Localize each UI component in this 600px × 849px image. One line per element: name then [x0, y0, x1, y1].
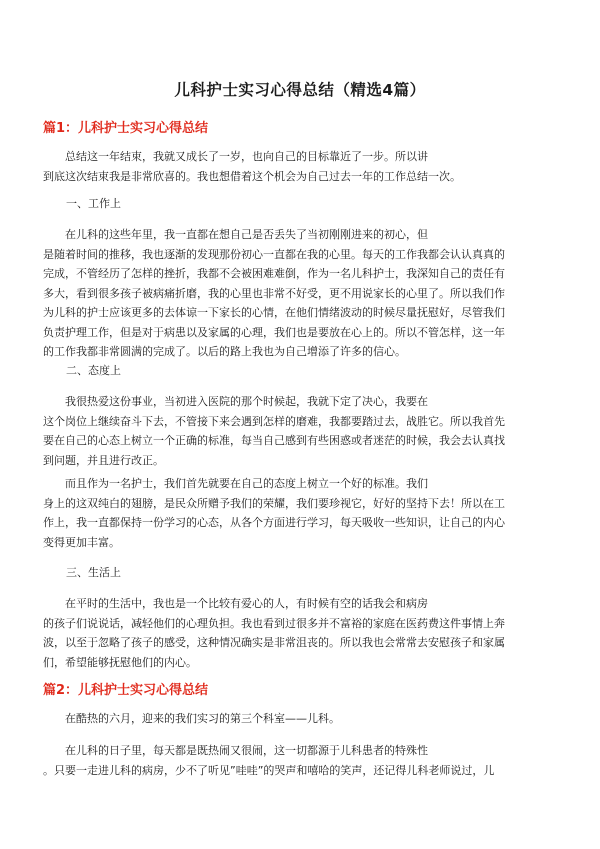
text-line: 负责护理工作，但是对于病患以及家属的心理，我们也是要放在心上的。所以不管怎样，这一年 [43, 325, 505, 339]
attitude-paragraph-1 [43, 392, 563, 470]
text-line: 变得更加丰富。 [43, 535, 120, 549]
work-paragraph [43, 225, 563, 362]
text-line: 在酷热的六月，迎来的我们实习的第三个科室——儿科。 [43, 712, 340, 725]
text-line: 我很热爱这份事业，当初进入医院的那个时候起，我就下定了决心，我要在 [43, 395, 428, 408]
section2-paragraph-1 [43, 709, 563, 729]
text-line: 在儿科的日子里，每天都是既热闹又很闹，这一切都源于儿科患者的特殊性 [43, 744, 428, 757]
text-line: 多大，看到很多孩子被病痛折磨，我的心里也非常不好受，更不用说家长的心里了。所以我们作 [43, 286, 505, 300]
subheading-attitude: 二、态度上 [66, 364, 121, 377]
attitude-paragraph-2 [43, 474, 563, 552]
section1-intro-paragraph [43, 147, 563, 186]
text-line: 身上的这双纯白的翅膀，是民众所赠予我们的荣耀，我们要珍视它，好好的坚持下去！所以在工 [43, 496, 505, 510]
life-paragraph [43, 594, 563, 672]
text-line: 在平时的生活中，我也是一个比较有爱心的人，有时候有空的话我会和病房 [43, 597, 428, 610]
text-line: 要在自己的心态上树立一个正确的标准，每当自己感到有些困惑或者迷茫的时候，我会去认真找 [43, 434, 505, 447]
section2-paragraph-2 [43, 741, 563, 780]
text-line: 总结这一年结束，我就又成长了一岁，也向自己的目标靠近了一步。所以讲 [43, 150, 428, 163]
subheading-work: 一、工作上 [66, 197, 121, 210]
section1-heading: 篇1：儿科护士实习心得总结 [43, 121, 209, 136]
text-line: 波，以至于忽略了孩子的感受，这种情况确实是非常沮丧的。所以我也会常常去安慰孩子和家属 [43, 636, 505, 649]
text-line: 们，希望能够抚慰他们的内心。 [43, 655, 197, 669]
subheading-life: 三、生活上 [66, 566, 121, 579]
text-line: 这个岗位上继续奋斗下去，不管接下来会遇到怎样的磨难，我都要踏过去，战胜它。所以我首先 [43, 414, 505, 428]
document-title: 儿科护士实习心得总结（精选4篇） [174, 81, 426, 99]
text-line: 完成，不管经历了怎样的挫折，我都不会被困难难倒，作为一名儿科护士，我深知自己的责任有 [43, 267, 505, 280]
text-line: 的工作我都非常圆满的完成了。以后的路上我也为自己增添了许多的信心。 [43, 345, 406, 358]
text-line: 是随着时间的推移，我也逐渐的发现那份初心一直都在我的心里。每天的工作我都会认认真真的 [43, 247, 505, 261]
text-line: 而且作为一名护士，我们首先就要在自己的态度上树立一个好的标准。我们 [43, 477, 428, 490]
text-line: 为儿科的护士应该更多的去体谅一下家长的心情，在他们情绪波动的时候尽量抚慰好，尽管我们 [43, 306, 505, 319]
text-line: 。只要一走进儿科的病房，少不了听见”哇哇”的哭声和嘻哈的笑声，还记得儿科老师说过，儿 [43, 763, 495, 777]
text-line: 到底这次结束我是非常欣喜的。我也想借着这个机会为自己过去一年的工作总结一次。 [43, 169, 461, 183]
text-line: 在儿科的这些年里，我一直都在想自己是否丢失了当初刚刚进来的初心，但 [43, 228, 428, 241]
text-line: 的孩子们说说话，减轻他们的心理负担。我也看到过很多并不富裕的家庭在医药费这件事情上奔 [43, 616, 505, 630]
text-line: 到问题，并且进行改正。 [43, 453, 164, 467]
section2-heading: 篇2：儿科护士实习心得总结 [43, 683, 209, 698]
text-line: 作上，我一直都保持一份学习的心态，从各个方面进行学习，每天吸收一些知识，让自己的内心 [43, 516, 505, 529]
